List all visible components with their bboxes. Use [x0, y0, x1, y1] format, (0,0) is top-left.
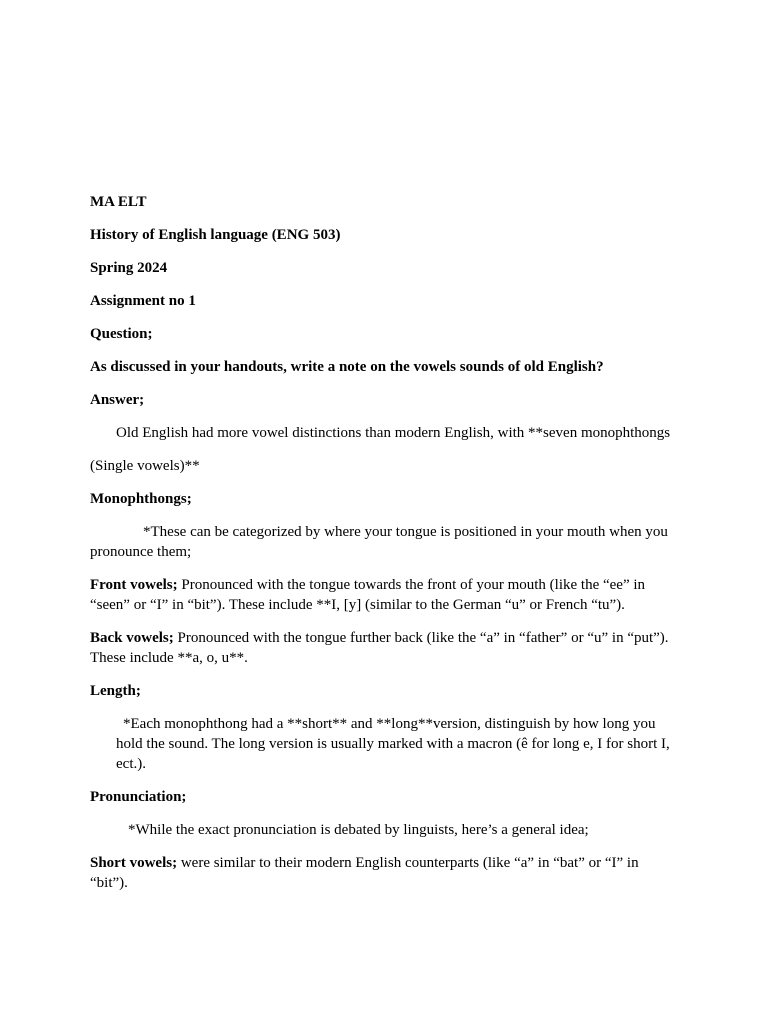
pronunciation-paragraph: *While the exact pronunciation is debated by linguists, here’s a general idea; — [128, 822, 589, 838]
short-vowels-text: were similar to their modern English counterparts (like “a” in “bat” or “I” in “bit”). — [90, 855, 639, 891]
intro-paragraph-line2: (Single vowels)** — [90, 458, 200, 474]
intro-paragraph-line1: Old English had more vowel distinctions than modern English, with **seven monophthongs — [116, 425, 671, 441]
question-text: As discussed in your handouts, write a note on the vowels sounds of old English? — [90, 359, 604, 375]
course-title: History of English language (ENG 503) — [90, 227, 341, 243]
question-heading: Question; — [90, 326, 153, 342]
assignment-number: Assignment no 1 — [90, 293, 196, 309]
back-vowels-text: Pronounced with the tongue further back (like the “a” in “father” or “u” in “put”). These include **a, o, u**. — [90, 630, 669, 666]
front-vowels-label: Front vowels; — [90, 577, 178, 593]
answer-heading: Answer; — [90, 392, 145, 408]
short-vowels-label: Short vowels; — [90, 855, 178, 871]
categorized-paragraph: *These can be categorized by where your tongue is positioned in your mouth when you pronounce them; — [90, 524, 668, 560]
front-vowels-paragraph — [90, 575, 680, 615]
length-heading: Length; — [90, 683, 141, 699]
back-vowels-label: Back vowels; — [90, 630, 174, 646]
back-vowels-paragraph — [90, 628, 680, 668]
length-paragraph: *Each monophthong had a **short** and **long**version, distinguish by how long you hold the sound. The long version is usually marked with a macron (ê for long e, I for short I, ect.). — [116, 716, 670, 772]
semester: Spring 2024 — [90, 260, 168, 276]
program-title: MA ELT — [90, 194, 147, 210]
pronunciation-heading: Pronunciation; — [90, 789, 187, 805]
document-body — [90, 192, 680, 906]
monophthongs-heading: Monophthongs; — [90, 491, 192, 507]
short-vowels-paragraph — [90, 853, 680, 893]
front-vowels-text: Pronounced with the tongue towards the front of your mouth (like the “ee” in “seen” or “I” in “bit”). These include **I, [y] (similar to the German “u” or French “tu”). — [90, 577, 646, 613]
